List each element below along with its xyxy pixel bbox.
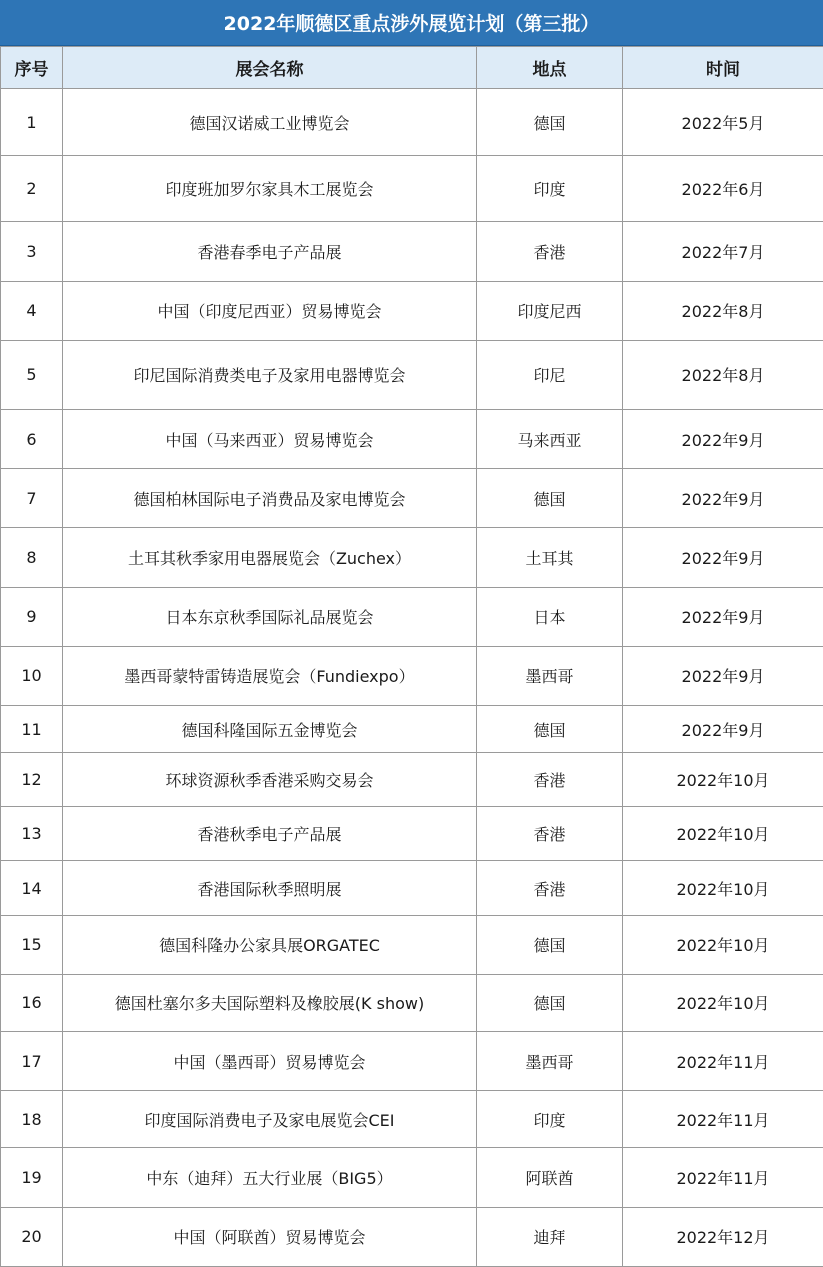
cell-no: 15: [1, 915, 63, 974]
cell-time: 2022年10月: [623, 915, 823, 974]
cell-time: 2022年10月: [623, 861, 823, 915]
cell-time: 2022年5月: [623, 89, 823, 156]
cell-location: 迪拜: [477, 1207, 623, 1266]
header-location: 地点: [477, 47, 623, 89]
cell-location: 德国: [477, 469, 623, 528]
cell-location: 墨西哥: [477, 646, 623, 705]
cell-time: 2022年9月: [623, 528, 823, 587]
cell-no: 9: [1, 587, 63, 646]
cell-no: 13: [1, 807, 63, 861]
cell-name: 德国汉诺威工业博览会: [63, 89, 477, 156]
cell-name: 中国（墨西哥）贸易博览会: [63, 1032, 477, 1091]
cell-time: 2022年10月: [623, 753, 823, 807]
cell-location: 阿联酋: [477, 1148, 623, 1207]
cell-location: 德国: [477, 915, 623, 974]
table-body: [1, 89, 823, 1267]
cell-time: 2022年8月: [623, 340, 823, 409]
table-row: [1, 340, 823, 409]
cell-name: 土耳其秋季家用电器展览会（Zuchex）: [63, 528, 477, 587]
cell-name: 中国（印度尼西亚）贸易博览会: [63, 281, 477, 340]
cell-name: 香港春季电子产品展: [63, 222, 477, 281]
table-row: [1, 1207, 823, 1266]
table-row: [1, 861, 823, 915]
table-row: [1, 281, 823, 340]
table-row: [1, 156, 823, 222]
cell-time: 2022年12月: [623, 1207, 823, 1266]
cell-location: 香港: [477, 222, 623, 281]
cell-name: 中国（马来西亚）贸易博览会: [63, 410, 477, 469]
cell-location: 香港: [477, 753, 623, 807]
table-title: 2022年顺德区重点涉外展览计划（第三批）: [0, 0, 823, 46]
cell-time: 2022年11月: [623, 1032, 823, 1091]
cell-no: 5: [1, 340, 63, 409]
cell-time: 2022年7月: [623, 222, 823, 281]
cell-no: 12: [1, 753, 63, 807]
table-row: [1, 753, 823, 807]
cell-time: 2022年9月: [623, 705, 823, 752]
cell-no: 7: [1, 469, 63, 528]
cell-time: 2022年10月: [623, 807, 823, 861]
cell-time: 2022年6月: [623, 156, 823, 222]
header-name: 展会名称: [63, 47, 477, 89]
cell-name: 德国杜塞尔多夫国际塑料及橡胶展(K show): [63, 974, 477, 1031]
header-no: 序号: [1, 47, 63, 89]
cell-name: 日本东京秋季国际礼品展览会: [63, 587, 477, 646]
cell-location: 香港: [477, 807, 623, 861]
cell-location: 印尼: [477, 340, 623, 409]
cell-time: 2022年11月: [623, 1148, 823, 1207]
cell-location: 日本: [477, 587, 623, 646]
cell-no: 11: [1, 705, 63, 752]
cell-time: 2022年8月: [623, 281, 823, 340]
cell-no: 8: [1, 528, 63, 587]
cell-name: 香港国际秋季照明展: [63, 861, 477, 915]
cell-location: 印度: [477, 156, 623, 222]
cell-no: 6: [1, 410, 63, 469]
cell-name: 德国柏林国际电子消费品及家电博览会: [63, 469, 477, 528]
cell-name: 德国科隆国际五金博览会: [63, 705, 477, 752]
cell-name: 德国科隆办公家具展ORGATEC: [63, 915, 477, 974]
cell-name: 香港秋季电子产品展: [63, 807, 477, 861]
table-row: [1, 469, 823, 528]
cell-no: 18: [1, 1091, 63, 1148]
cell-time: 2022年9月: [623, 410, 823, 469]
table-row: [1, 646, 823, 705]
table-row: [1, 1148, 823, 1207]
table-row: [1, 222, 823, 281]
cell-no: 19: [1, 1148, 63, 1207]
cell-time: 2022年9月: [623, 646, 823, 705]
cell-name: 印度班加罗尔家具木工展览会: [63, 156, 477, 222]
table-row: [1, 974, 823, 1031]
cell-name: 印尼国际消费类电子及家用电器博览会: [63, 340, 477, 409]
cell-time: 2022年9月: [623, 469, 823, 528]
header-row: [1, 47, 823, 89]
cell-location: 香港: [477, 861, 623, 915]
cell-no: 2: [1, 156, 63, 222]
cell-name: 墨西哥蒙特雷铸造展览会（Fundiexpo）: [63, 646, 477, 705]
table-row: [1, 1091, 823, 1148]
table-row: [1, 410, 823, 469]
cell-no: 1: [1, 89, 63, 156]
cell-no: 3: [1, 222, 63, 281]
cell-time: 2022年10月: [623, 974, 823, 1031]
cell-name: 环球资源秋季香港采购交易会: [63, 753, 477, 807]
cell-no: 17: [1, 1032, 63, 1091]
table-row: [1, 915, 823, 974]
cell-location: 印度尼西: [477, 281, 623, 340]
table-row: [1, 807, 823, 861]
cell-location: 马来西亚: [477, 410, 623, 469]
table-row: [1, 705, 823, 752]
cell-time: 2022年11月: [623, 1091, 823, 1148]
exhibition-table: [0, 46, 823, 1267]
cell-location: 德国: [477, 974, 623, 1031]
cell-location: 印度: [477, 1091, 623, 1148]
cell-location: 墨西哥: [477, 1032, 623, 1091]
cell-no: 16: [1, 974, 63, 1031]
table-row: [1, 528, 823, 587]
table-row: [1, 89, 823, 156]
table-row: [1, 1032, 823, 1091]
cell-location: 德国: [477, 89, 623, 156]
cell-no: 20: [1, 1207, 63, 1266]
cell-no: 14: [1, 861, 63, 915]
cell-location: 土耳其: [477, 528, 623, 587]
cell-name: 中国（阿联酋）贸易博览会: [63, 1207, 477, 1266]
cell-no: 10: [1, 646, 63, 705]
cell-time: 2022年9月: [623, 587, 823, 646]
cell-location: 德国: [477, 705, 623, 752]
cell-name: 中东（迪拜）五大行业展（BIG5）: [63, 1148, 477, 1207]
cell-name: 印度国际消费电子及家电展览会CEI: [63, 1091, 477, 1148]
cell-no: 4: [1, 281, 63, 340]
table-row: [1, 587, 823, 646]
header-time: 时间: [623, 47, 823, 89]
